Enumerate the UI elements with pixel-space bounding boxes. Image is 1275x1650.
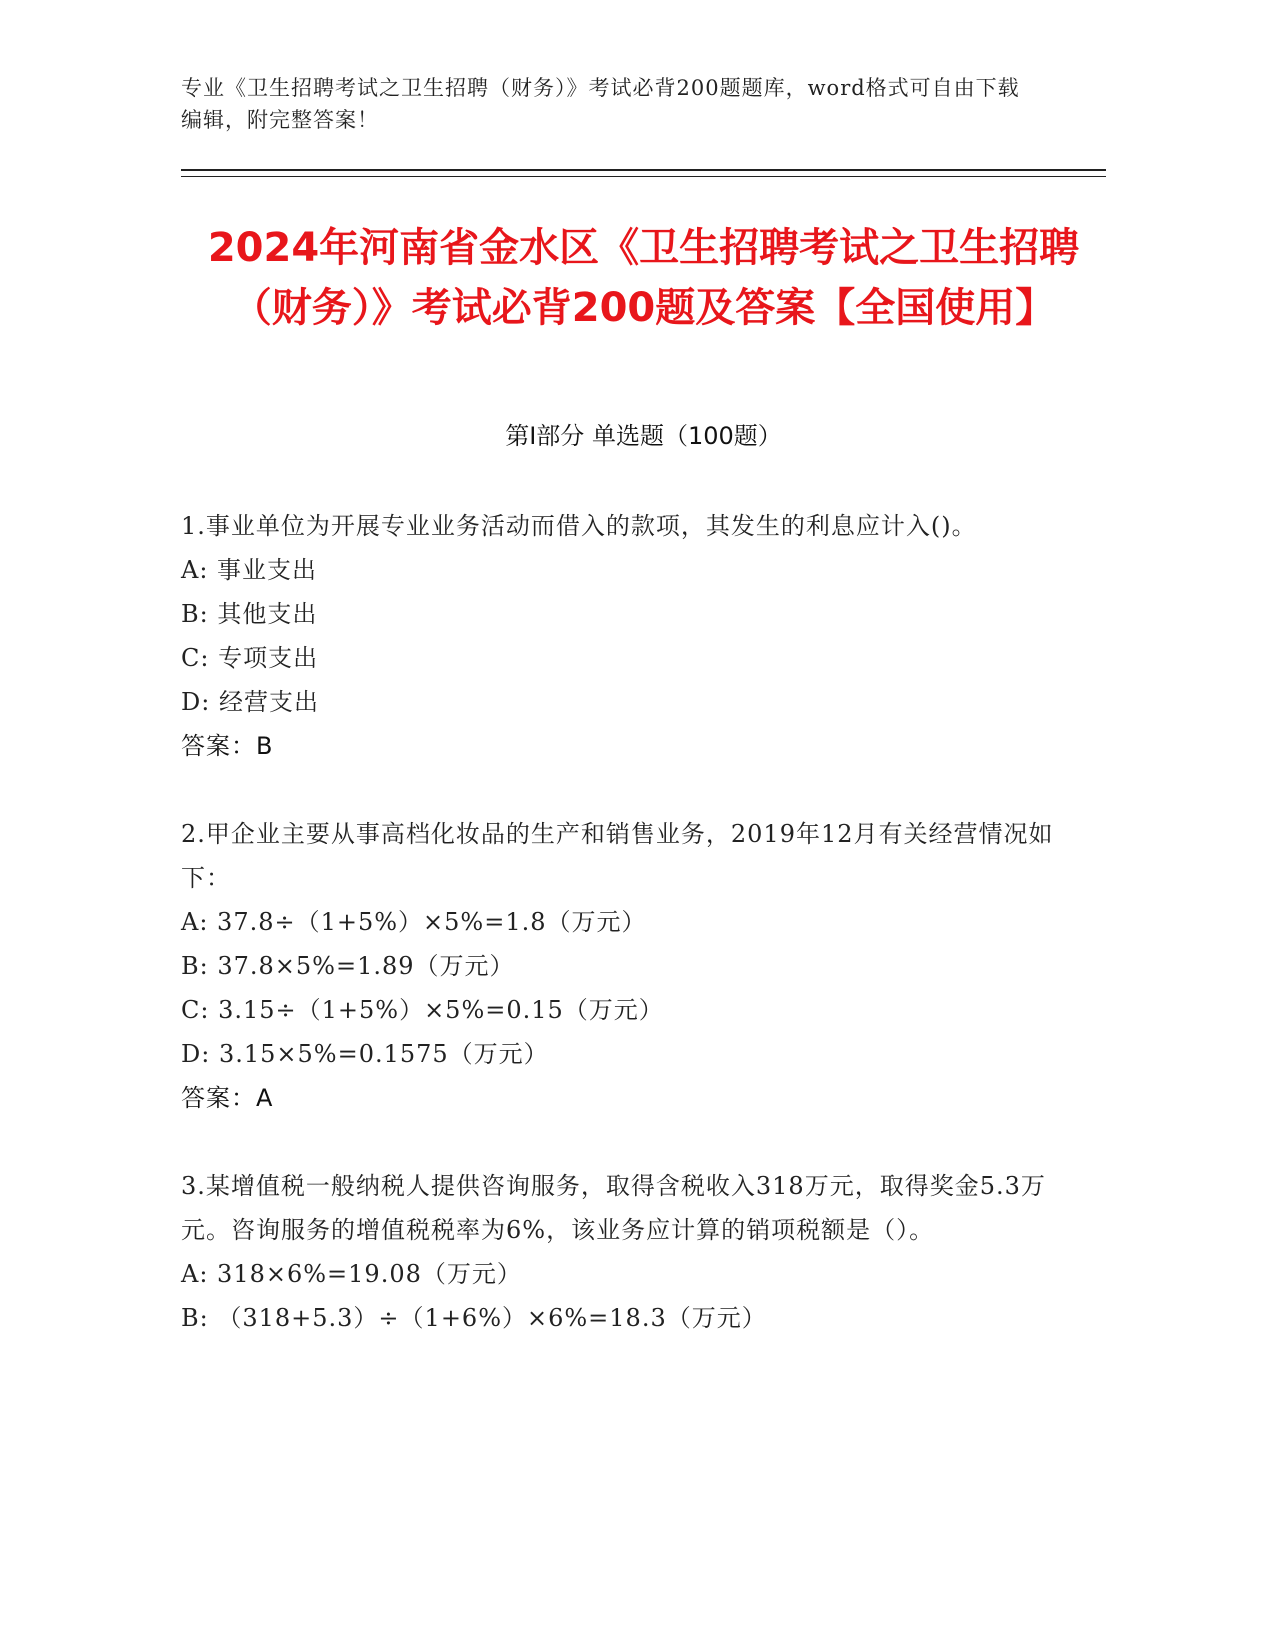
question-text: 3.某增值税一般纳税人提供咨询服务，取得含税收入318万元，取得奖金5.3万元。咨询服务的增值税税率为6%，该业务应计算的销项税额是（）。 <box>181 1172 1046 1244</box>
document-title: 2024年河南省金水区《卫生招聘考试之卫生招聘（财务）》考试必背200题及答案【全国使用】 <box>207 225 1080 331</box>
intro-text: 专业《卫生招聘考试之卫生招聘（财务）》考试必背200题题库，word格式可自由下载编辑，附完整答案！ <box>181 76 1020 132</box>
option-d: D: 经营支出 <box>181 688 319 716</box>
option-b: B: （318+5.3）÷（1+6%）×6%=18.3（万元） <box>181 1304 767 1332</box>
option-b: B: 37.8×5%=1.89（万元） <box>181 952 515 980</box>
question-list <box>181 504 1061 1384</box>
option-b: B: 其他支出 <box>181 600 318 628</box>
question-1 <box>181 504 1061 768</box>
answer: 答案：A <box>181 1084 274 1112</box>
option-a: A: 37.8÷（1+5%）×5%=1.8（万元） <box>181 908 647 936</box>
question-2 <box>181 812 1061 1120</box>
question-text: 1.事业单位为开展专业业务活动而借入的款项，其发生的利息应计入()。 <box>181 512 977 540</box>
header-divider <box>181 169 1106 171</box>
question-3 <box>181 1164 1061 1340</box>
option-a: A: 318×6%=19.08（万元） <box>181 1260 522 1288</box>
question-text: 2.甲企业主要从事高档化妆品的生产和销售业务，2019年12月有关经营情况如下： <box>181 820 1054 892</box>
header-divider-thin <box>181 176 1106 177</box>
option-c: C: 3.15÷（1+5%）×5%=0.15（万元） <box>181 996 664 1024</box>
option-a: A: 事业支出 <box>181 556 318 584</box>
option-c: C: 专项支出 <box>181 644 319 672</box>
section-heading: 第I部分 单选题（100题） <box>505 422 782 450</box>
answer: 答案：B <box>181 732 274 760</box>
option-d: D: 3.15×5%=0.1575（万元） <box>181 1040 549 1068</box>
